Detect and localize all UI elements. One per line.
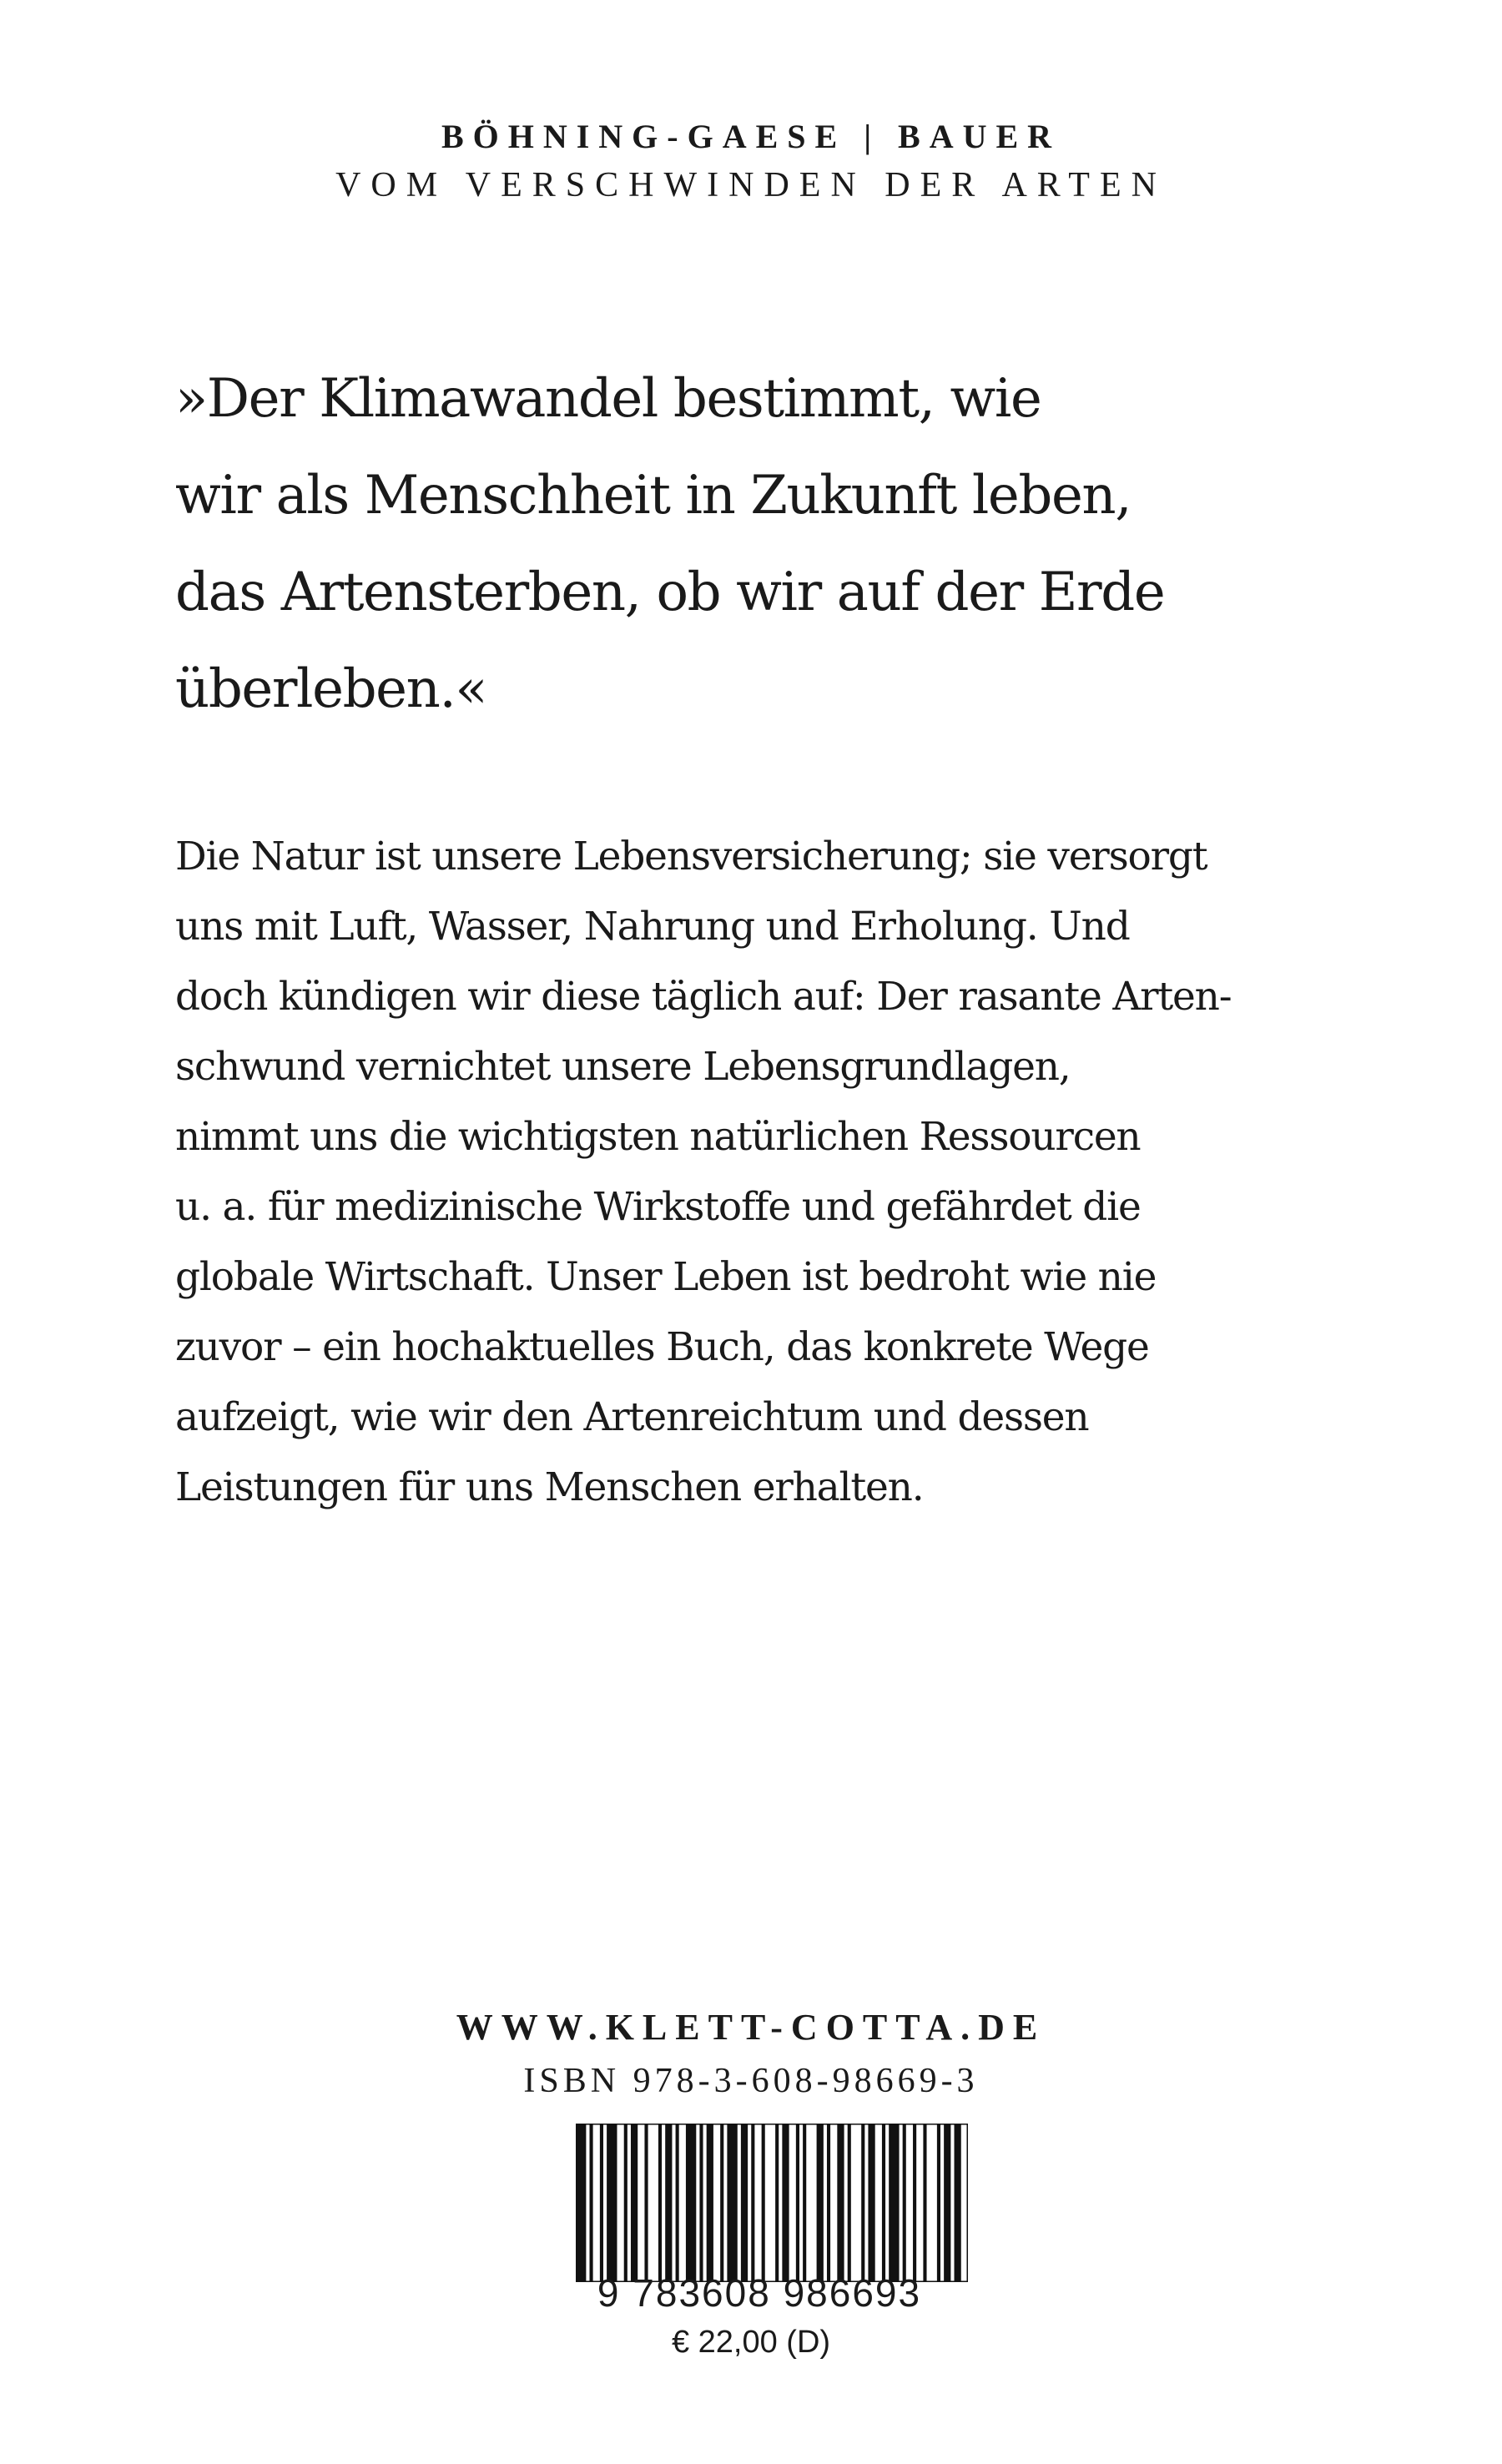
isbn-text: ISBN 978-3-608-98669-3: [523, 2062, 979, 2100]
barcode-bar: [848, 2124, 851, 2282]
blurb-line: schwund vernichtet unsere Lebensgrundlagen,: [175, 1044, 1071, 1090]
barcode: [576, 2124, 968, 2282]
blurb-line: nimmt uns die wichtigsten natürlichen Ressourcen: [175, 1114, 1141, 1160]
blurb-line: uns mit Luft, Wasser, Nahrung und Erholung. Und: [175, 904, 1130, 950]
barcode-bar: [665, 2124, 672, 2282]
pull-quote: [175, 350, 1343, 738]
cover-header: [0, 117, 1502, 207]
barcode-bar: [903, 2124, 906, 2282]
barcode-bar: [699, 2124, 703, 2282]
barcode-bar: [937, 2124, 940, 2282]
blurb-line: u. a. für medizinische Wirkstoffe und gefährdet die: [175, 1184, 1141, 1230]
barcode-bar: [720, 2124, 723, 2282]
blurb-line: globale Wirtschaft. Unser Leben ist bedroht wie nie: [175, 1254, 1157, 1300]
barcode-bar: [589, 2124, 592, 2282]
barcode-bar: [944, 2124, 950, 2282]
blurb-line: Die Natur ist unsere Lebensversicherung; sie versorgt: [175, 834, 1207, 879]
barcode-bar: [631, 2124, 638, 2282]
barcode-bar: [861, 2124, 864, 2282]
barcode-bar: [741, 2124, 748, 2282]
barcode-graphic: [576, 2124, 968, 2282]
barcode-bar: [658, 2124, 662, 2282]
barcode-bar: [762, 2124, 765, 2282]
quote-line: das Artensterben, ob wir auf der Erde: [175, 562, 1165, 623]
barcode-bar: [796, 2124, 799, 2282]
barcode-bar: [607, 2124, 617, 2282]
quote-line: überleben.«: [175, 658, 487, 720]
price: € 22,00 (D): [671, 2325, 831, 2360]
barcode-bar: [827, 2124, 830, 2282]
barcode-bar: [913, 2124, 916, 2282]
barcode-bar: [644, 2124, 648, 2282]
barcode-bar: [882, 2124, 885, 2282]
barcode-bar: [782, 2124, 789, 2282]
blurb-line: doch kündigen wir diese täglich auf: Der rasante Arten-: [175, 974, 1232, 1020]
barcode-bar: [676, 2124, 679, 2282]
authors: BÖHNING-GAESE | BAUER: [441, 118, 1061, 155]
barcode-bar: [600, 2124, 603, 2282]
quote-line: wir als Menschheit in Zukunft leben,: [175, 465, 1132, 527]
barcode-bar: [837, 2124, 844, 2282]
blurb-line: Leistungen für uns Menschen erhalten.: [175, 1464, 924, 1510]
barcode-bar: [889, 2124, 899, 2282]
barcode-bar: [624, 2124, 628, 2282]
blurb: [175, 822, 1360, 1523]
blurb-line: aufzeigt, wie wir den Artenreichtum und dessen: [175, 1394, 1089, 1440]
barcode-bar: [803, 2124, 806, 2282]
publisher-footer: [0, 2003, 1502, 2104]
barcode-bar: [707, 2124, 713, 2282]
barcode-bar: [868, 2124, 874, 2282]
barcode-bar: [686, 2124, 696, 2282]
barcode-bar: [775, 2124, 779, 2282]
book-title: VOM VERSCHWINDEN DER ARTEN: [335, 166, 1167, 204]
barcode-digits: 9 783608 986693: [597, 2271, 922, 2315]
barcode-bar: [576, 2124, 586, 2282]
publisher-website[interactable]: WWW.KLETT-COTTA.DE: [456, 2007, 1046, 2048]
barcode-bar: [727, 2124, 737, 2282]
barcode-bar: [955, 2124, 961, 2282]
barcode-bar: [751, 2124, 754, 2282]
blurb-line: zuvor – ein hochaktuelles Buch, das konkrete Wege: [175, 1324, 1149, 1370]
barcode-bar: [817, 2124, 824, 2282]
barcode-bar: [923, 2124, 926, 2282]
quote-line: »Der Klimawandel bestimmt, wie: [175, 368, 1041, 430]
